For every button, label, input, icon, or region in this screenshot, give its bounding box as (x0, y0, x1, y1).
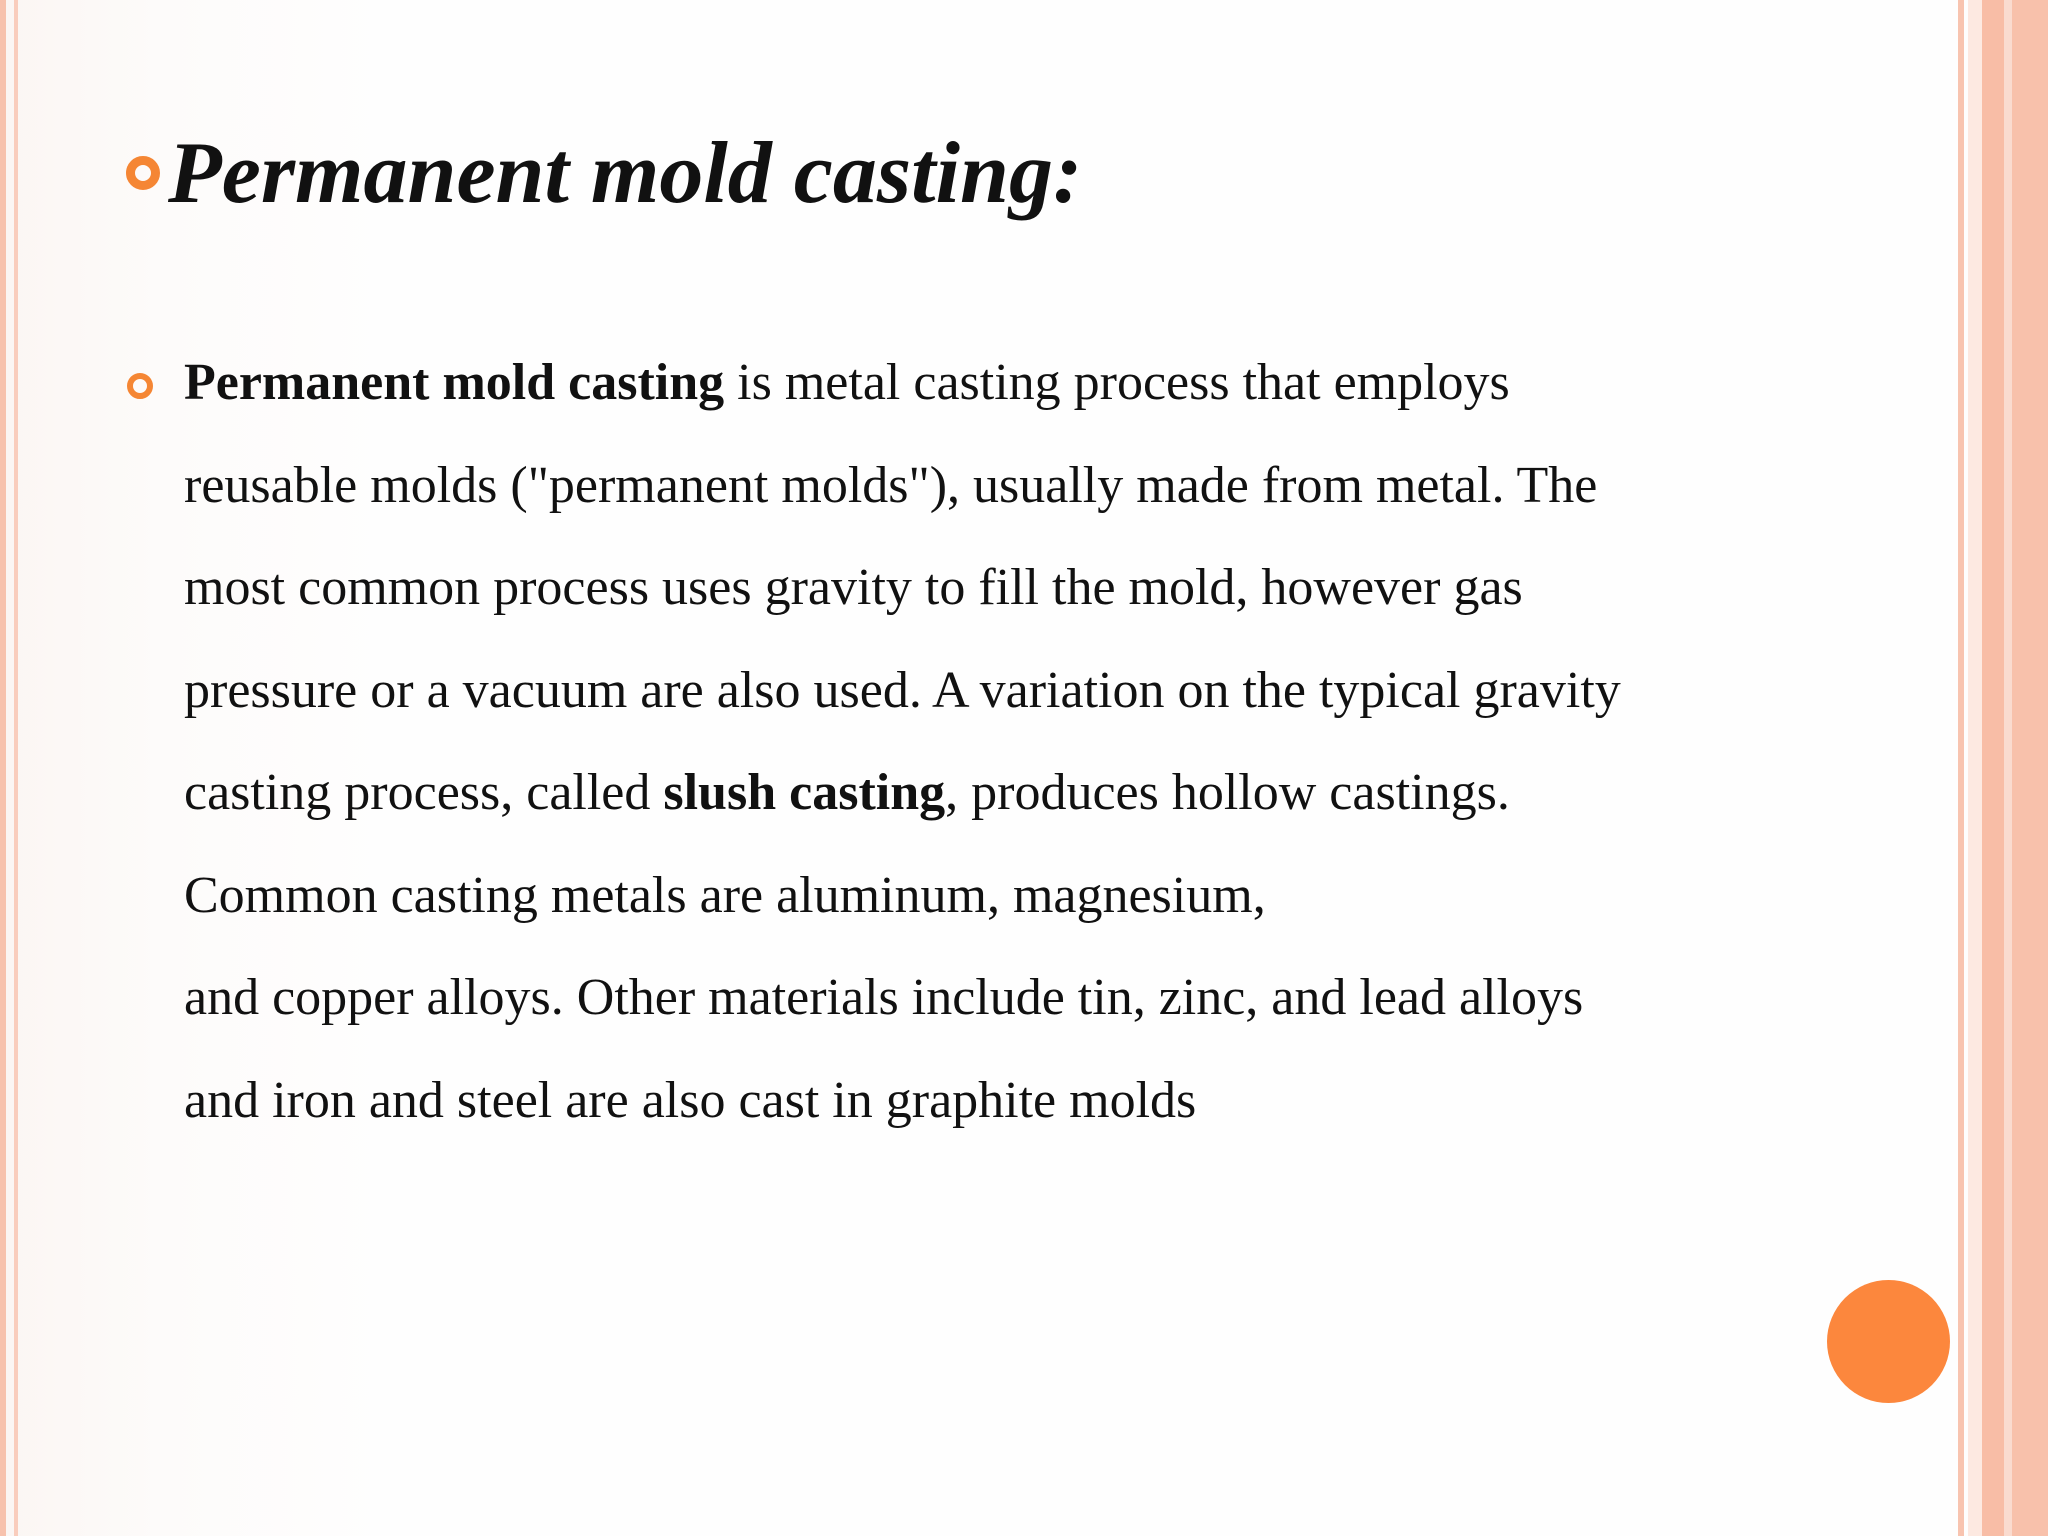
body-line: pressure or a vacuum are also used. A variation on the typical gravity (184, 661, 1621, 719)
left-border (0, 0, 6, 1536)
body-line: most common process uses gravity to fill the mold, however gas (184, 559, 1523, 616)
body-bullet-icon (127, 373, 153, 399)
right-border-stripe (1982, 0, 2004, 1536)
body-line: and copper alloys. Other materials include tin, zinc, and lead alloys (184, 969, 1584, 1026)
body-text-span: , produces hollow castings. (945, 764, 1510, 821)
title-bullet-icon (126, 156, 160, 190)
body-line: Common casting metals are aluminum, magnesium, (184, 866, 1266, 924)
bold-term: Permanent mold casting (184, 354, 725, 411)
body-paragraph (184, 343, 1824, 1163)
right-border-stripe (1958, 0, 1964, 1536)
body-line (184, 343, 1824, 446)
decorative-orange-circle (1827, 1280, 1950, 1403)
body-line: and iron and steel are also cast in graphite molds (184, 1071, 1197, 1129)
body-text-span: is metal casting process that employs (724, 354, 1510, 411)
right-border-stripe (2004, 0, 2012, 1536)
bold-term: slush casting (663, 764, 946, 821)
right-border-stripe (2012, 0, 2048, 1536)
right-border-stripe (1968, 0, 1982, 1536)
body-text-span: casting process, called (184, 764, 664, 821)
body-line (184, 753, 1824, 856)
body-line: reusable molds ("permanent molds"), usually made from metal. The (184, 456, 1598, 514)
left-border-inner (14, 0, 18, 1536)
title-row (126, 118, 1082, 228)
slide-title: Permanent mold casting: (168, 124, 1083, 222)
